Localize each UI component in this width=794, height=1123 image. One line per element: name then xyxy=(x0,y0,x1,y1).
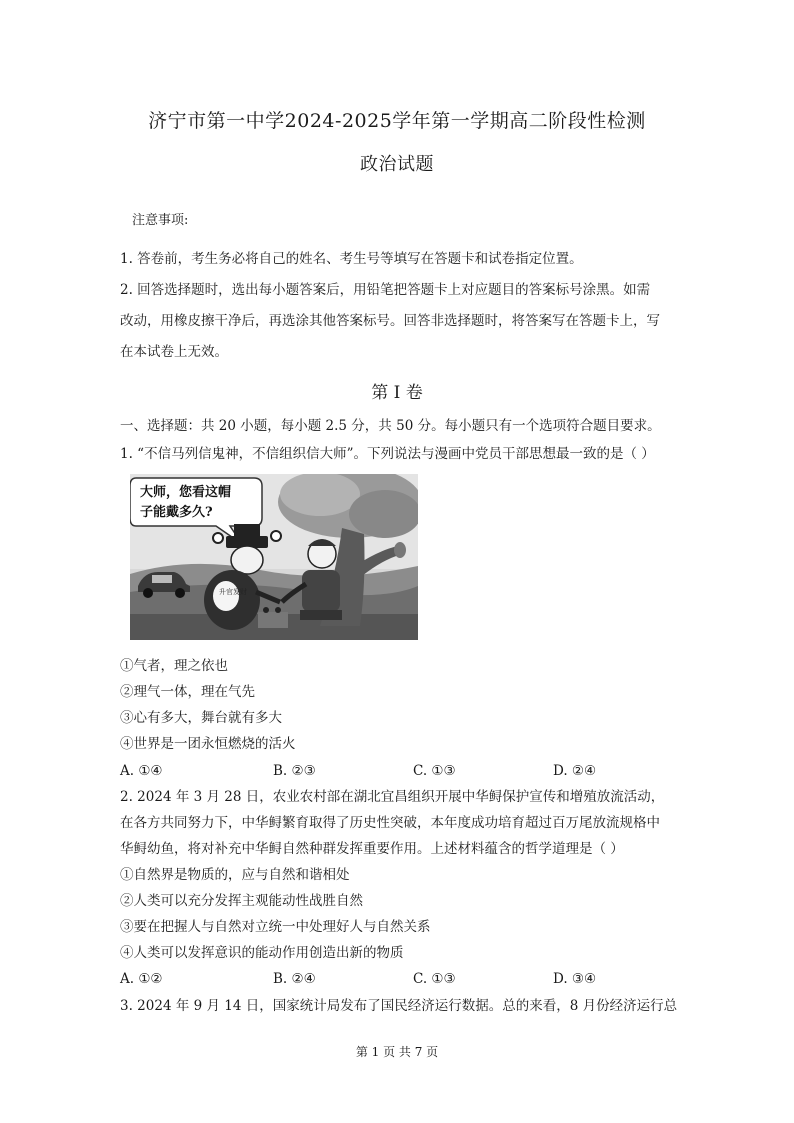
option-a[interactable]: A. ①④ xyxy=(120,763,163,779)
notice-item: 改动，用橡皮擦干净后，再选涂其他答案标号。回答非选择题时，将答案写在答题卡上，写 xyxy=(120,313,660,329)
question-2-statement: ③要在把握人与自然对立统一中处理好人与自然关系 xyxy=(120,919,431,935)
speech-line: 子能戴多久? xyxy=(140,505,213,520)
question-2-statement: ①自然界是物质的，应与自然和谐相处 xyxy=(120,867,350,883)
question-1-statement: ①气者，理之依也 xyxy=(120,658,228,674)
option-a[interactable]: A. ①② xyxy=(120,971,163,987)
question-2-stem: 在各方共同努力下，中华鲟繁育取得了历史性突破，本年度成功培育超过百万尾放流规格中 xyxy=(120,815,660,831)
question-2-stem: 华鲟幼鱼，将对补充中华鲟自然种群发挥重要作用。上述材料蕴含的哲学道理是（ ） xyxy=(120,841,624,857)
exam-subtitle: 政治试题 xyxy=(360,154,434,175)
question-2-stem: 2. 2024 年 3 月 28 日，农业农村部在湖北宜昌组织开展中华鲟保护宣传和增殖放流活动， xyxy=(120,789,665,805)
question-1-statement: ②理气一体，理在气先 xyxy=(120,684,255,700)
question-1-stem: 1. “不信马列信鬼神，不信组织信大师”。下列说法与漫画中党员干部思想最一致的是（ ） xyxy=(120,446,655,462)
section-title: 第 I 卷 xyxy=(371,383,423,403)
option-b[interactable]: B. ②④ xyxy=(273,971,316,987)
speech-line: 大师，您看这帽 xyxy=(140,485,232,500)
notice-item: 在本试卷上无效。 xyxy=(120,344,228,360)
notice-item: 1. 答卷前，考生务必将自己的姓名、考生号等填写在答题卡和试卷指定位置。 xyxy=(120,251,583,267)
option-d[interactable]: D. ②④ xyxy=(553,763,597,779)
question-1-statement: ④世界是一团永恒燃烧的活火 xyxy=(120,736,296,752)
option-b[interactable]: B. ②③ xyxy=(273,763,316,779)
page-number: 第 1 页 共 7 页 xyxy=(355,1045,439,1059)
question-2-statement: ④人类可以发挥意识的能动作用创造出新的物质 xyxy=(120,945,404,961)
hat-text: 升官发财 xyxy=(219,588,247,596)
exam-title: 济宁市第一中学2024-2025学年第一学期高二阶段性检测 xyxy=(148,110,646,132)
section-instruction: 一、选择题：共 20 小题，每小题 2.5 分，共 50 分。每小题只有一个选项符合题目要求。 xyxy=(120,418,661,434)
cartoon-image xyxy=(130,474,418,640)
question-3-stem: 3. 2024 年 9 月 14 日，国家统计局发布了国民经济运行数据。总的来看，8 月份经济运行总 xyxy=(120,998,678,1014)
question-2-statement: ②人类可以充分发挥主观能动性战胜自然 xyxy=(120,893,363,909)
question-1-statement: ③心有多大，舞台就有多大 xyxy=(120,710,282,726)
option-c[interactable]: C. ①③ xyxy=(413,971,456,987)
notice-heading: 注意事项: xyxy=(132,213,189,228)
notice-item: 2. 回答选择题时，选出每小题答案后，用铅笔把答题卡上对应题目的答案标号涂黑。如需 xyxy=(120,282,651,298)
option-d[interactable]: D. ③④ xyxy=(553,971,597,987)
option-c[interactable]: C. ①③ xyxy=(413,763,456,779)
